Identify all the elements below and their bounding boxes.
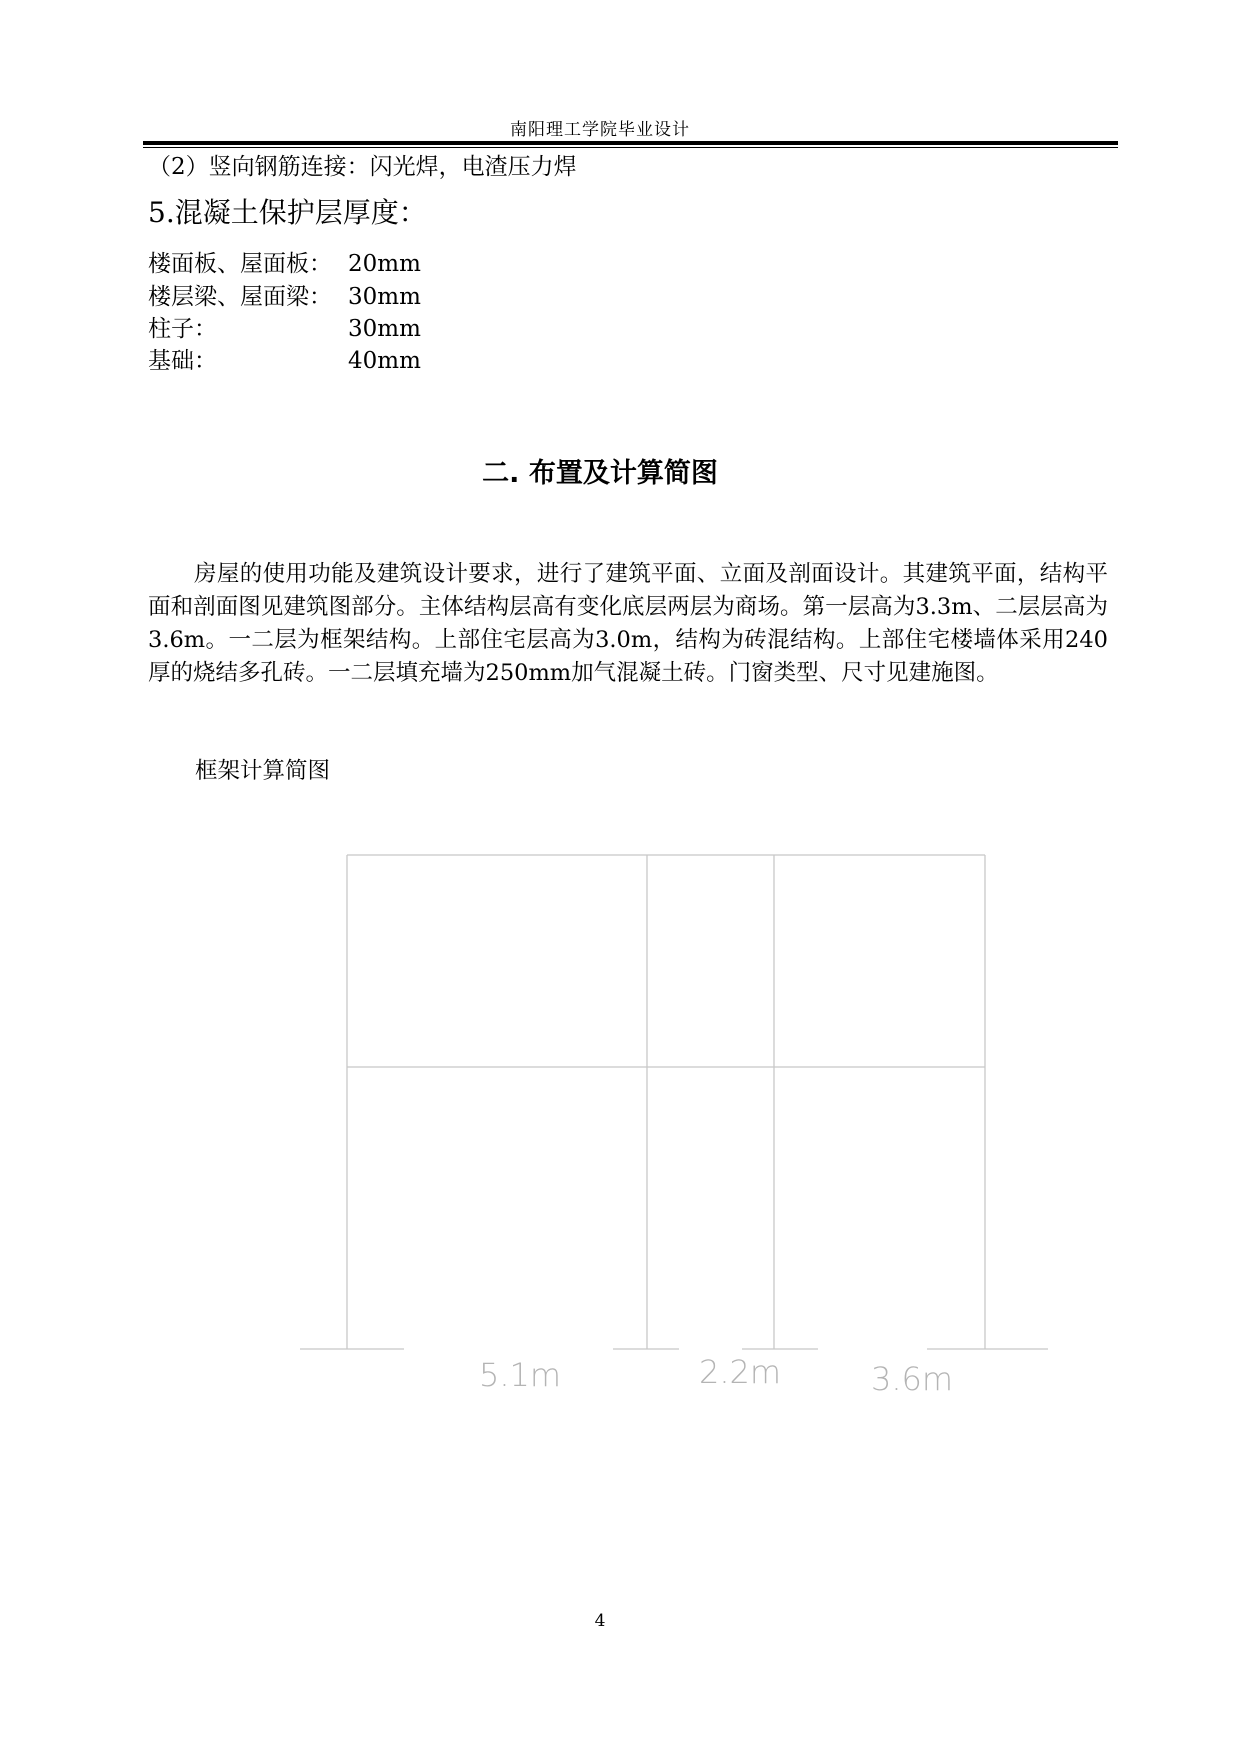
cover-item-label: 楼面板、屋面板： <box>148 251 332 277</box>
cover-item-value: 20mm <box>348 251 421 277</box>
cover-item-value: 40mm <box>348 348 421 374</box>
page-number: 4 <box>594 1611 606 1631</box>
cover-item-value: 30mm <box>348 316 421 342</box>
cover-item-label: 柱子： <box>148 316 217 342</box>
section-title: 二. 布置及计算简图 <box>482 458 718 489</box>
span-label: 2.2m <box>698 1353 782 1391</box>
running-header: 南阳理工学院毕业设计 <box>510 120 690 140</box>
span-label: 5.1m <box>478 1356 562 1394</box>
span-label: 3.6m <box>870 1360 954 1398</box>
body-paragraph: 房屋的使用功能及建筑设计要求，进行了建筑平面、立面及剖面设计。其建筑平面，结构平面和剖面图见建筑图部分。主体结构层高有变化底层两层为商场。第一层高为3.3m、二层层高为3.6m。一二层为框架结构。上部住宅层高为3.0m，结构为砖混结构。上部住宅楼墙体采用240厚的烧结多孔砖。一二层填充墙为250mm加气混凝土砖。门窗类型、尺寸见建施图。 <box>148 561 1108 686</box>
vertical-rebar-connection-line: （2）竖向钢筋连接：闪光焊，电渣压力焊 <box>148 154 577 180</box>
cover-item-label: 楼层梁、屋面梁： <box>148 284 332 310</box>
cover-thickness-heading: 5.混凝土保护层厚度： <box>148 196 427 229</box>
figure-caption: 框架计算简图 <box>195 758 331 784</box>
cover-item-label: 基础： <box>148 348 217 374</box>
cover-item-value: 30mm <box>348 284 421 310</box>
